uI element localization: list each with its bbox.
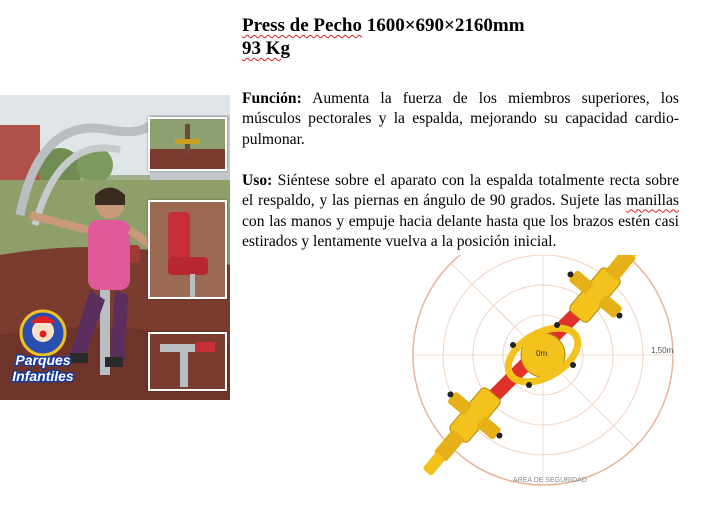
usage-text-b: con las manos y empuje hacia delante hasta que los brazos estén casi estirados y lentamente vuelva a la posición inicial. <box>242 212 679 251</box>
parques-infantiles-logo <box>6 305 81 385</box>
diagram-area-label: AREA DE SEGURIDAD <box>513 477 587 484</box>
function-text: Aumenta la fuerza de los miembros superiores, los músculos pectorales y la espalda, mejorando su capacidad cardio-pulmonar. <box>242 90 679 148</box>
inset-photo-top <box>148 117 227 171</box>
function-label: Función: <box>242 90 302 107</box>
usage-label: Uso: <box>242 172 273 189</box>
product-title <box>242 14 525 37</box>
diagram-center-label: 0m <box>536 349 548 358</box>
inset-photo-bottom <box>148 332 227 391</box>
usage-paragraph <box>242 171 679 253</box>
usage-text-a: Siéntese sobre el aparato con la espalda totalmente recta sobre el respaldo, y las piernas en ángulo de 90 grados. Sujete las <box>242 172 679 210</box>
logo-line2: Infantiles <box>12 368 74 384</box>
inset-photo-middle <box>148 200 227 299</box>
diagram-radius-label: 1,50m <box>651 346 674 355</box>
function-paragraph <box>242 89 679 150</box>
product-weight: 93 Kg <box>242 38 291 59</box>
product-dimensions: 1600×690×2160mm <box>366 15 525 36</box>
logo-line1: Parques <box>15 352 71 368</box>
product-name: Press de Pecho <box>242 15 362 36</box>
safety-area-diagram <box>405 255 705 520</box>
product-photo <box>0 95 230 400</box>
usage-text-mark: manillas <box>626 192 679 210</box>
